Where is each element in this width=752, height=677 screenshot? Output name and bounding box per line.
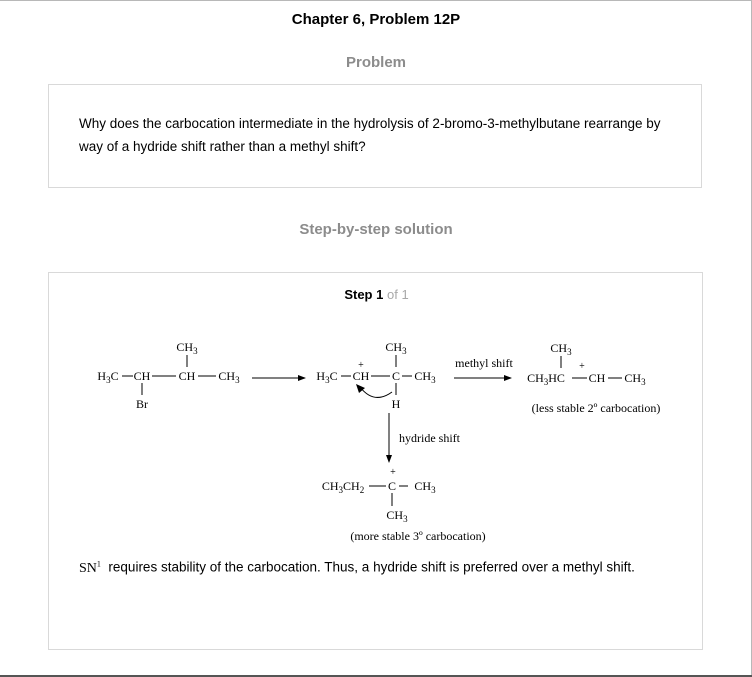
intermediate-plus: + — [358, 360, 364, 371]
reactant-h3c: $H_3C$ — [97, 369, 119, 385]
step-total: of 1 — [386, 287, 409, 302]
page-title: Chapter 6, Problem 12P — [291, 11, 461, 28]
reactant-ch3-top: $CH_3$ — [176, 340, 198, 356]
hydride-product-c: C — [387, 479, 397, 493]
page-top-border — [0, 0, 752, 1]
reactant-ch3-right: $CH_3$ — [218, 369, 240, 385]
step-number: 1 — [376, 287, 384, 302]
methyl-product-plus: + — [579, 361, 585, 372]
hydride-product-ch3-right: $CH_3$ — [414, 479, 436, 495]
problem-box — [48, 84, 702, 188]
intermediate-ch3-right: $CH_3$ — [414, 369, 436, 385]
step-word: Step — [344, 287, 373, 302]
hydride-curved-arrow — [360, 387, 392, 397]
reactant-ch-1: CH — [133, 369, 151, 383]
intermediate-structure — [316, 340, 436, 411]
hydride-shift-label: hydride shift — [399, 431, 460, 445]
intermediate-ch: CH — [352, 369, 370, 383]
reactant-ch-2: CH — [178, 369, 196, 383]
hydride-product-ch3ch2: $CH_3CH_2$ — [321, 479, 365, 495]
intermediate-ch3-top: $CH_3$ — [385, 340, 407, 356]
sn-notation — [79, 561, 101, 576]
intermediate-h3c: $H_3C$ — [316, 369, 338, 385]
reaction-diagram — [49, 273, 704, 553]
step-box — [48, 272, 703, 650]
methyl-product-ch3hc: $CH_3HC$ — [527, 371, 565, 387]
intermediate-c: C — [391, 369, 401, 383]
hydride-product-plus: + — [390, 467, 396, 478]
methyl-shift-label: methyl shift — [455, 356, 513, 370]
methyl-product-ch3-right: $CH_3$ — [624, 371, 646, 387]
sn-letters: SN — [79, 560, 97, 576]
solution-heading: Step-by-step solution — [299, 221, 453, 238]
intermediate-h: H — [391, 397, 401, 411]
conclusion-body: requires stability of the carbocation. Thus, a hydride shift is preferred over a methyl shift. — [108, 559, 635, 575]
reactant-structure — [97, 340, 240, 411]
conclusion-text — [79, 552, 679, 580]
methyl-product-note: (less stable 2º carbocation) — [531, 401, 661, 415]
reactant-br: Br — [136, 397, 148, 411]
problem-heading: Problem — [345, 54, 406, 71]
hydride-product-note: (more stable 3º carbocation) — [350, 529, 486, 543]
methyl-product-ch3-top: $CH_3$ — [550, 341, 572, 357]
methyl-product-ch: CH — [588, 371, 606, 385]
problem-text: Why does the carbocation intermediate in the hydrolysis of 2-bromo-3-methylbutane rearrange by way of a hydride shift rather than a methyl shift? — [79, 116, 661, 154]
sn-superscript: 1 — [96, 559, 101, 568]
hydride-product-ch3-bottom: $CH_3$ — [386, 508, 408, 524]
methyl-shift-product — [527, 341, 660, 415]
hydride-shift-product — [322, 467, 486, 543]
